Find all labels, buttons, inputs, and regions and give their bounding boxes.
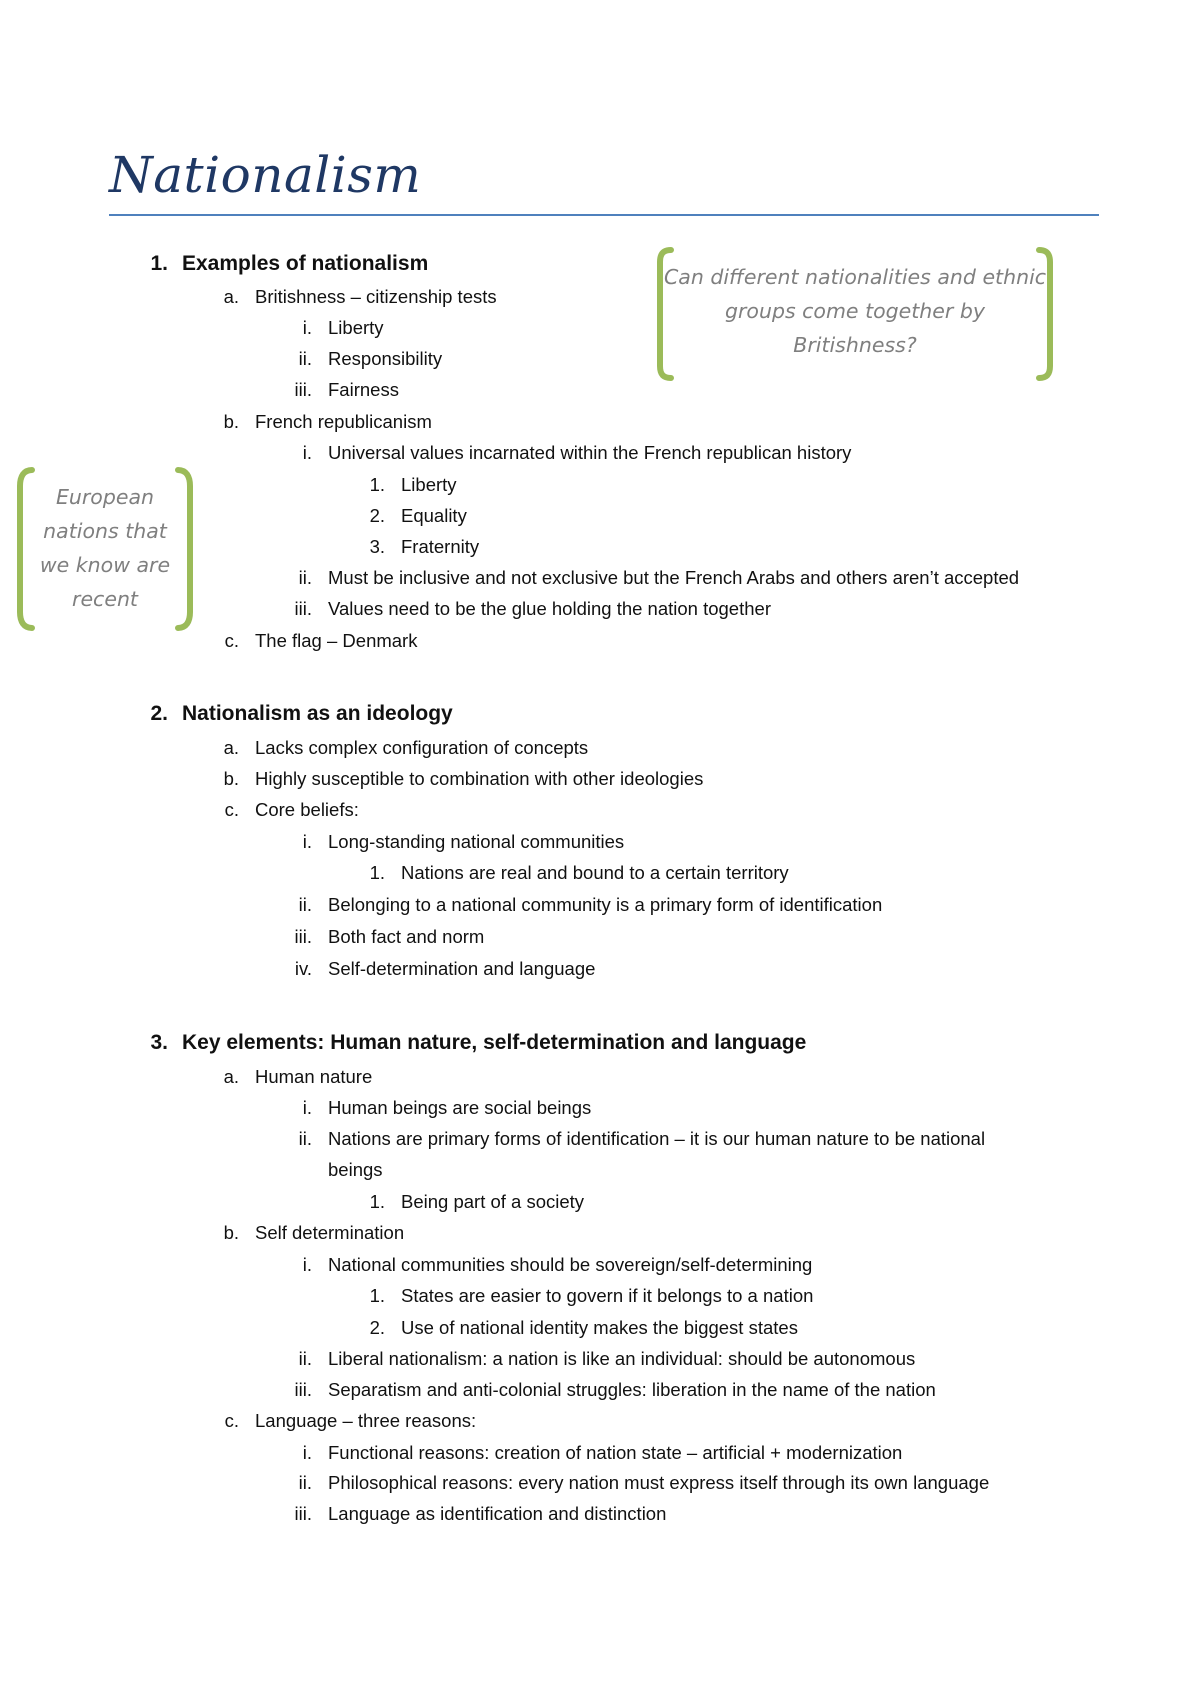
list-marker: i. <box>302 1442 312 1463</box>
list-item <box>223 285 497 309</box>
list-item <box>224 798 359 822</box>
list-marker: iii. <box>294 1503 312 1524</box>
list-marker: i. <box>302 1097 312 1118</box>
list-marker: c. <box>224 799 239 820</box>
list-item <box>294 1378 936 1402</box>
list-marker: ii. <box>298 1472 312 1493</box>
list-item-text: Human nature <box>255 1066 373 1087</box>
list-item-text: Nations are real and bound to a certain territory <box>401 862 789 883</box>
list-item <box>369 535 480 559</box>
list-item-text: Self determination <box>255 1222 405 1243</box>
list-item <box>298 893 883 917</box>
list-item <box>223 410 432 434</box>
list-marker: 1. <box>369 474 385 495</box>
list-marker: 3. <box>150 1031 168 1054</box>
list-item-text: Language as identification and distinction <box>328 1503 667 1524</box>
list-item <box>369 473 457 497</box>
list-item-text: Key elements: Human nature, self-determination and language <box>182 1031 807 1054</box>
callout-line: groups come together by <box>724 299 986 323</box>
list-marker: a. <box>223 1066 239 1087</box>
list-item <box>369 1316 798 1340</box>
list-marker: b. <box>223 1222 239 1243</box>
list-item-text: Being part of a society <box>401 1191 585 1212</box>
list-marker: b. <box>223 768 239 789</box>
list-marker: 3. <box>369 536 385 557</box>
list-item-text: Philosophical reasons: every nation must express itself through its own language <box>328 1472 990 1493</box>
list-item <box>223 1065 373 1089</box>
list-item-text: Long-standing national communities <box>328 831 625 852</box>
section-heading <box>150 1031 807 1055</box>
list-marker: b. <box>223 411 239 432</box>
list-item-text: Lacks complex configuration of concepts <box>255 737 589 758</box>
list-marker: c. <box>224 1410 239 1431</box>
list-item <box>298 1127 986 1151</box>
list-marker: a. <box>223 286 239 307</box>
list-item <box>223 736 589 760</box>
list-item-text: Self-determination and language <box>328 958 596 979</box>
list-marker: iii. <box>294 926 312 947</box>
list-item <box>223 767 704 791</box>
list-marker: ii. <box>298 1348 312 1369</box>
list-item-text: Fraternity <box>401 536 480 557</box>
list-item <box>369 1284 814 1308</box>
callout-line: European <box>55 485 155 509</box>
list-marker: c. <box>224 630 239 651</box>
list-item-text: Language – three reasons: <box>255 1410 477 1431</box>
list-item-text: Both fact and norm <box>328 926 485 947</box>
list-marker: ii. <box>298 1128 312 1149</box>
section-heading <box>150 252 429 276</box>
callout-line: we know are <box>39 553 171 577</box>
list-item <box>298 347 443 371</box>
list-item <box>294 957 596 981</box>
list-item-text: Belonging to a national community is a primary form of identification <box>328 894 883 915</box>
list-item-text: Fairness <box>328 379 399 400</box>
list-marker: i. <box>302 317 312 338</box>
callout-line: Can different nationalities and ethnic <box>663 265 1047 289</box>
list-item-text: Liberty <box>328 317 384 338</box>
list-item-text: Human beings are social beings <box>328 1097 592 1118</box>
list-item-text: Functional reasons: creation of nation state – artificial + modernization <box>328 1442 903 1463</box>
document-title: Nationalism <box>109 146 422 204</box>
list-item-text: States are easier to govern if it belongs to a nation <box>401 1285 814 1306</box>
list-item <box>302 1253 813 1277</box>
list-item-text: The flag – Denmark <box>255 630 418 651</box>
list-item <box>369 1190 585 1214</box>
list-marker: i. <box>302 831 312 852</box>
list-marker: iii. <box>294 598 312 619</box>
list-item <box>294 378 399 402</box>
list-item-text: Liberal nationalism: a nation is like an individual: should be autonomous <box>328 1348 916 1369</box>
callout-line: recent <box>72 587 138 611</box>
list-item <box>302 830 625 854</box>
list-item <box>302 1441 903 1465</box>
list-item-text: Use of national identity makes the biggest states <box>401 1317 798 1338</box>
list-item <box>328 1158 383 1182</box>
list-item-text: Universal values incarnated within the French republican history <box>328 442 852 463</box>
list-item-text: Liberty <box>401 474 457 495</box>
callout-line: Britishness? <box>793 333 917 357</box>
list-item <box>224 1409 477 1433</box>
title-underline <box>109 214 1099 216</box>
list-marker: a. <box>223 737 239 758</box>
list-item <box>223 1221 405 1245</box>
list-item-text: Responsibility <box>328 348 443 369</box>
list-marker: iv. <box>294 958 312 979</box>
list-item <box>294 597 771 621</box>
list-item <box>302 441 852 465</box>
list-marker: i. <box>302 1254 312 1275</box>
list-item-text: Highly susceptible to combination with other ideologies <box>255 768 704 789</box>
section-heading <box>150 702 453 726</box>
list-marker: 1. <box>369 1191 385 1212</box>
list-item-text: Separatism and anti-colonial struggles: liberation in the name of the nation <box>328 1379 936 1400</box>
list-item <box>298 566 1020 590</box>
list-item-text: Values need to be the glue holding the nation together <box>328 598 771 619</box>
list-item-text: Core beliefs: <box>255 799 359 820</box>
list-marker: 2. <box>369 1317 385 1338</box>
list-marker: 1. <box>369 1285 385 1306</box>
list-item <box>298 1471 990 1495</box>
list-item <box>224 629 418 653</box>
list-item <box>302 1096 592 1120</box>
list-item <box>369 861 789 885</box>
list-marker: 2. <box>369 505 385 526</box>
list-item-text: French republicanism <box>255 411 432 432</box>
callout-britishness <box>655 246 1055 382</box>
list-item <box>294 1502 667 1526</box>
list-marker: ii. <box>298 567 312 588</box>
callout-line: nations that <box>43 519 167 543</box>
list-item-text: National communities should be sovereign/self-determining <box>328 1254 813 1275</box>
list-item <box>302 316 384 340</box>
list-marker: i. <box>302 442 312 463</box>
list-marker: ii. <box>298 894 312 915</box>
list-item-text: Nations are primary forms of identification – it is our human nature to be national <box>328 1128 986 1149</box>
callout-european-nations <box>14 466 196 632</box>
list-item-text: Britishness – citizenship tests <box>255 286 497 307</box>
list-item-text: Nationalism as an ideology <box>182 702 453 725</box>
list-marker: iii. <box>294 1379 312 1400</box>
list-item <box>369 504 467 528</box>
list-item <box>298 1347 916 1371</box>
list-marker: 1. <box>150 252 168 275</box>
list-item-text: Must be inclusive and not exclusive but the French Arabs and others aren’t accepted <box>328 567 1020 588</box>
list-item-text: Examples of nationalism <box>182 252 429 275</box>
list-marker: 1. <box>369 862 385 883</box>
list-marker: ii. <box>298 348 312 369</box>
list-item-text: Equality <box>401 505 467 526</box>
list-marker: iii. <box>294 379 312 400</box>
list-item <box>294 925 485 949</box>
list-item-text: beings <box>328 1159 383 1180</box>
list-marker: 2. <box>150 702 168 725</box>
